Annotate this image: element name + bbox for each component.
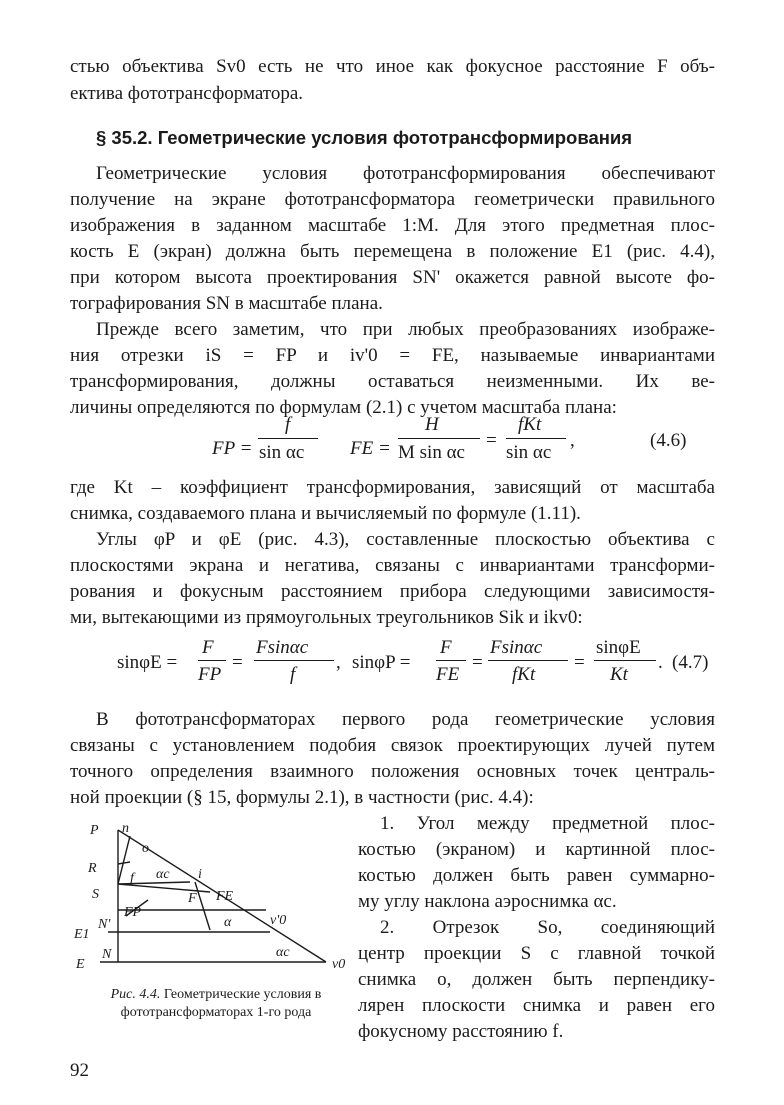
eq-numerator: sinφE xyxy=(596,637,641,658)
text-line: точного определения взаимного положения основных точек централь- xyxy=(70,761,715,782)
text-line: 1. Угол между предметной плос- xyxy=(380,813,715,834)
text-line: му углу наклона аэроснимка αc. xyxy=(358,891,617,912)
fig-label: v'0 xyxy=(270,913,287,928)
text-line: ектива фототрансформатора. xyxy=(70,83,304,104)
text-line: центр проекции S с главной точкой xyxy=(358,943,715,964)
text-line: связаны с установлением подобия связок проектирующих лучей путем xyxy=(70,735,715,756)
eq-numerator: fKt xyxy=(518,414,542,435)
figure-caption xyxy=(86,986,346,1022)
text-line: Углы φP и φE (рис. 4.3), составленные плоскостью объектива с xyxy=(96,529,715,550)
text-line: ния отрезки iS = FP и iv'0 = FE, называемые инвариантами xyxy=(70,345,715,366)
fig-label: E1 xyxy=(74,927,90,942)
text-line: костью должен быть равен суммарно- xyxy=(358,865,715,886)
page-number: 92 xyxy=(70,1060,89,1081)
fig-label: R xyxy=(88,861,97,876)
eq-lhs: sinφE = xyxy=(117,652,178,673)
fig-label: n xyxy=(122,821,129,836)
eq-number: (4.7) xyxy=(672,652,709,673)
fig-label: i xyxy=(198,867,202,882)
text-line: Геометрические условия фототрансформирования обеспечивают xyxy=(96,163,715,184)
fig-label: αc xyxy=(156,867,170,882)
eq-denominator: Kt xyxy=(610,664,628,685)
eq-denominator: sin αc xyxy=(259,442,305,463)
text-line: изображения в заданном масштабе 1:M. Для этого предметная плос- xyxy=(70,215,715,236)
fig-label: S xyxy=(92,887,99,902)
fig-label: P xyxy=(90,823,99,838)
text-line: где Kt – коэффициент трансформирования, зависящий от масштаба xyxy=(70,477,715,498)
text-line: костью (экраном) и картинной плос- xyxy=(358,839,715,860)
text-line: 2. Отрезок So, соединяющий xyxy=(380,917,715,938)
text-line: ми, вытекающими из прямоугольных треугольников Sik и ikv0: xyxy=(70,607,583,628)
eq-number: (4.6) xyxy=(650,430,687,451)
text-line: ной проекции (§ 15, формулы 2.1), в частности (рис. 4.4): xyxy=(70,787,534,808)
fig-label: FP xyxy=(124,905,142,920)
fig-label: o xyxy=(142,841,149,856)
eq-denominator: fKt xyxy=(512,664,536,685)
fig-label: v0 xyxy=(332,957,346,970)
eq-denominator: FP xyxy=(198,664,222,685)
section-heading: § 35.2. Геометрические условия фототрансформирования xyxy=(96,127,633,148)
text-line: личины определяются по формулам (2.1) с учетом масштаба плана: xyxy=(70,397,617,418)
figure-4-4 xyxy=(70,820,350,970)
fig-label: N' xyxy=(98,917,111,932)
text-line: получение на экране фототрансформатора геометрически правильного xyxy=(70,189,715,210)
text-line: снимка o, должен быть перпендику- xyxy=(358,969,715,990)
text-line: лярен плоскости снимка и равен его xyxy=(358,995,715,1016)
fig-label: E xyxy=(76,957,85,970)
text-line: тографирования SN в масштабе плана. xyxy=(70,293,383,314)
fig-label: N xyxy=(102,947,112,962)
text-line: стью объектива Sv0 есть не что иное как фокусное расстояние F объ- xyxy=(70,56,715,77)
eq-numerator: H xyxy=(425,414,439,435)
text-line: плоскостями экрана и негатива, связаны с инвариантами трансформи- xyxy=(70,555,715,576)
eq-lhs: FE = xyxy=(350,438,391,459)
fig-label: F xyxy=(188,891,197,906)
eq-numerator: F xyxy=(440,637,452,658)
eq-numerator: F xyxy=(202,637,214,658)
eq-lhs: sinφP = xyxy=(352,652,411,673)
eq-denominator: f xyxy=(290,664,296,685)
fig-label: f xyxy=(130,871,134,886)
text-line: кость E (экран) должна быть перемещена в положение E1 (рис. 4.4), xyxy=(70,241,715,262)
book-page: стью объектива Sv0 есть не что иное как фокусное расстояние F объ- ектива фототрансформатора. § 35.2. Геометрические условия фототрансформирования Геометрические условия фототрансформирования обеспечивают получение на экране фототрансформатора геометрически правильного изображения в заданном масштабе 1:M. Для этого предметная плос- кость E (экран) должна быть перемещена в положение E1 (рис. 4.4), при котором высота проектирования SN' окажется равной высоте фо- тографирования SN в масштабе плана. Прежде всего заметим, что при любых преобразованиях изображе- ния отрезки iS = FP и iv'0 = FE, называемые инвариантами трансформирования, должны оставаться неизменными. Их ве- личины определяются по формулам (2.1) с учетом масштаба плана: FP = f sin αc FE = H M sin αc = fKt sin αc , (4.6) где Kt – коэффициент трансформирования, зависящий от масштаба снимка, создаваемого плана и вычисляемый по формуле (1.11). Углы φP и φE (рис. 4.3), составленные плоскостью объектива с плоскостями экрана и негатива, связаны с инвариантами трансформи- рования и фокусным расстоянием прибора следующими зависимостя- ми, вытекающими из прямоугольных треугольников Sik и ikv0: sinφE = F FP = Fsinαc f , sinφP = F FE = Fsinαc fKt = sinφE Kt . (4.7) В фототрансформаторах первого рода геометрические условия связаны с установлением подобия связок проектирующих лучей путем точного определения взаимного положения основных точек централь- ной проекции (§ 15, формулы 2.1), в частности (рис. 4.4): 1. Угол между предметной плос- костью (экраном) и картинной плос- костью должен быть равен суммарно- му углу наклона аэроснимка αc. 2. Отрезок So, соединяющий центр проекции S с главной точкой снимка o, должен быть перпендику- лярен плоскости снимка и равен его фокусному расстоянию f. P n o R αc i S f F FE FP α v'0 N' E1 E N αc v0 Рис. 4.4. Геометрические условия в фототрансформаторах 1-го рода 92 xyxy=(0,0,784,1105)
text-line: снимка, создаваемого плана и вычисляемый по формуле (1.11). xyxy=(70,503,581,524)
text-line: Прежде всего заметим, что при любых преобразованиях изображе- xyxy=(96,319,715,340)
eq-denominator: M sin αc xyxy=(398,442,465,463)
eq-numerator: f xyxy=(285,414,291,435)
text-line: трансформирования, должны оставаться неизменными. Их ве- xyxy=(70,371,715,392)
caption-prefix: Рис. 4.4. xyxy=(110,987,161,1002)
fig-label: FE xyxy=(216,889,234,904)
eq-numerator: Fsinαc xyxy=(490,637,543,658)
text-line: В фототрансформаторах первого рода геометрические условия xyxy=(96,709,715,730)
text-line: фокусному расстоянию f. xyxy=(358,1021,564,1042)
eq-denominator: FE xyxy=(436,664,460,685)
fig-label: αc xyxy=(276,945,290,960)
eq-denominator: sin αc xyxy=(506,442,552,463)
caption-text: Геометрические условия в фототрансформаторах 1-го рода xyxy=(120,987,322,1020)
eq-numerator: Fsinαc xyxy=(256,637,309,658)
text-line: при котором высота проектирования SN' окажется равной высоте фо- xyxy=(70,267,715,288)
eq-lhs: FP = xyxy=(212,438,253,459)
fig-label: α xyxy=(224,915,232,930)
text-line: рования и фокусным расстоянием прибора следующими зависимостя- xyxy=(70,581,715,602)
